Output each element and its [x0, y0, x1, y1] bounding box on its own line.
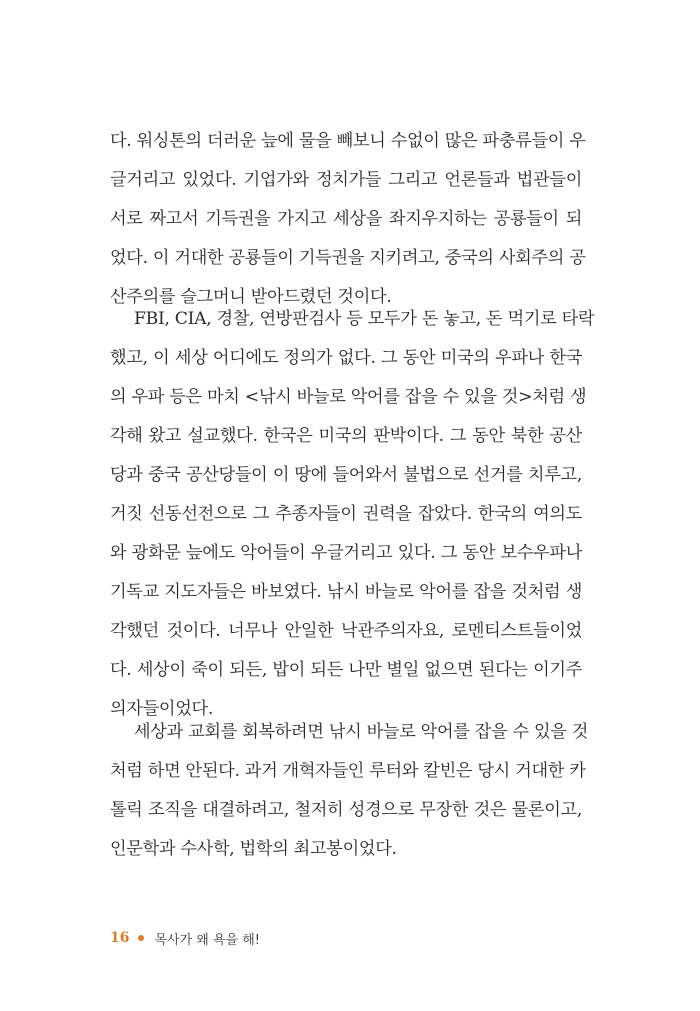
text-line: 기독교 지도자들은 바보였다. 낚시 바늘로 악어를 잡을 것처럼 생 [110, 582, 582, 602]
paragraph-2 [110, 300, 595, 729]
text-line: 었다. 이 거대한 공룡들이 기득권을 지키려고, 중국의 사회주의 공 [110, 248, 586, 268]
paragraph-3 [110, 713, 589, 869]
bullet-dot-icon [138, 935, 144, 941]
running-title: 목사가 왜 욕을 해! [154, 932, 260, 948]
page-footer [110, 928, 260, 948]
text-line: 세상과 교회를 회복하려면 낚시 바늘로 악어를 잡을 수 있을 것 [134, 722, 589, 742]
text-line: 산주의를 슬그머니 받아드렸던 것이다. [110, 287, 392, 307]
text-line: 각했던 것이다. 너무나 안일한 낙관주의자요, 로멘티스트들이었 [110, 621, 582, 641]
page-number: 16 [110, 930, 130, 946]
paragraph-1 [110, 122, 586, 317]
text-line: 당과 중국 공산당들이 이 땅에 들어와서 불법으로 선거를 치루고, [110, 465, 582, 485]
text-line: FBI, CIA, 경찰, 연방판검사 등 모두가 돈 놓고, 돈 먹기로 타락 [134, 309, 595, 329]
text-line: 의자들이었다. [110, 699, 213, 719]
text-line: 했고, 이 세상 어디에도 정의가 없다. 그 동안 미국의 우파나 한국 [110, 348, 582, 368]
text-line: 다. 세상이 죽이 되든, 밥이 되든 나만 별일 없으면 된다는 이기주 [110, 660, 582, 680]
text-line: 서로 짜고서 기득권을 가지고 세상을 좌지우지하는 공룡들이 되 [110, 209, 582, 229]
text-line: 거짓 선동선전으로 그 추종자들이 권력을 잡았다. 한국의 여의도 [110, 504, 582, 524]
text-line: 의 우파 등은 마치 <낚시 바늘로 악어를 잡을 수 있을 것>처럼 생 [110, 387, 587, 407]
text-line: 각해 왔고 설교했다. 한국은 미국의 판박이다. 그 동안 북한 공산 [110, 426, 582, 446]
text-line: 처럼 하면 안된다. 과거 개혁자들인 루터와 칼빈은 당시 거대한 카 [110, 761, 586, 781]
text-line: 와 광화문 늪에도 악어들이 우글거리고 있다. 그 동안 보수우파나 [110, 543, 582, 563]
text-line: 톨릭 조직을 대결하려고, 철저히 성경으로 무장한 것은 물론이고, [110, 800, 582, 820]
text-line: 인문학과 수사학, 법학의 최고봉이었다. [110, 839, 397, 859]
text-line: 다. 워싱톤의 더러운 늪에 물을 빼보니 수없이 많은 파충류들이 우 [110, 131, 586, 151]
text-line: 글거리고 있었다. 기업가와 정치가들 그리고 언론들과 법관들이 [110, 170, 582, 190]
